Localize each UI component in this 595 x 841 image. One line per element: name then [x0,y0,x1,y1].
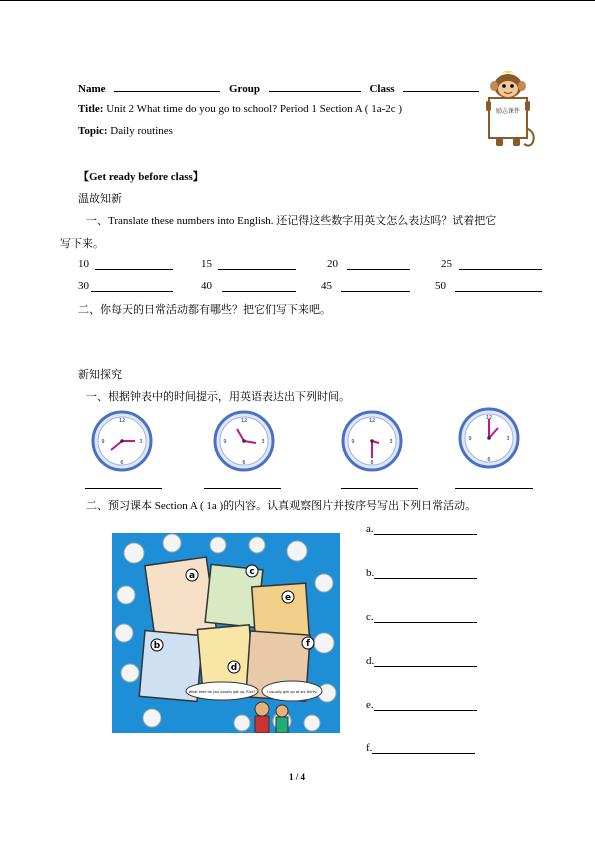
activity-answer-line[interactable] [374,533,477,535]
student-info-row [78,81,479,95]
svg-text:3: 3 [389,439,393,445]
number-item [321,280,332,292]
svg-text:6: 6 [370,460,374,466]
number-item [201,280,212,292]
activity-answer-e [366,699,374,711]
new-knowledge-heading: 新知探究 [78,369,122,381]
number-answer-line[interactable] [341,290,410,292]
number-item [441,258,452,270]
new-question-1: 一、根据钟表中的时间提示，用英语表达出下列时间。 [86,391,350,403]
number-answer-line[interactable] [222,290,296,292]
monkey-mascot-icon [478,68,538,152]
panel-letter-e: e [284,593,292,603]
svg-text:12: 12 [485,415,493,421]
number-item [435,280,446,292]
svg-text:6: 6 [120,460,124,466]
answer-label: c. [366,611,374,623]
class-label: Class [369,83,395,95]
new-question-2: 二、预习课本 Section A ( 1a )的内容。认真观察图片并按序号写出下列日常活动。 [86,500,477,512]
number-answer-line[interactable] [95,268,173,270]
review-question-1-cont: 写下来。 [60,238,104,250]
activity-answer-line[interactable] [374,709,477,711]
svg-text:3: 3 [139,439,143,445]
mascot-sign-text: 励志课件 [495,108,521,115]
title-label: Title: [78,103,104,115]
clock-icon [91,410,153,472]
clock-icon [458,407,520,469]
panel-letter-a: a [188,571,196,581]
svg-text:12: 12 [368,418,376,424]
answer-label: b. [366,567,375,579]
activity-answer-line[interactable] [372,752,475,754]
number-label: 25 [441,258,452,270]
panel-letter-f: f [306,639,310,649]
review-heading: 温故知新 [78,192,122,205]
number-item [327,258,338,270]
svg-text:3: 3 [261,439,265,445]
topic-text: Daily routines [110,125,173,137]
clock-icon [213,410,275,472]
answer-label: d. [366,655,375,667]
number-answer-line[interactable] [218,268,296,270]
number-item [201,258,212,270]
title-text: Unit 2 What time do you go to school? Period 1 Section A ( 1a-2c ) [106,103,403,115]
number-label: 45 [321,280,332,292]
get-ready-heading: 【Get ready before class】 [78,171,204,183]
topic-row [78,125,173,137]
panel-letter-c: c [249,567,255,577]
review-question-1: 一、Translate these numbers into English. 还记得这些数字用英文怎么表达吗？试着把它 [86,215,497,227]
number-label: 30 [78,280,89,292]
speech-bubble-right: I usually get up at six thirty. [266,690,318,694]
panel-letter-d: d [230,663,238,673]
activity-answer-line[interactable] [374,577,477,579]
number-answer-line[interactable] [347,268,410,270]
speech-bubble-left: What time do you usually get up, Rick? [188,690,256,694]
answer-label: f. [366,742,373,754]
activity-answer-b [366,567,374,579]
clock-answer-line[interactable] [455,487,533,489]
activity-answer-a [366,523,374,535]
daily-routine-picture [112,533,340,733]
name-label: Name [78,83,106,95]
answer-label: e. [366,699,374,711]
daily-routine-illustration [112,533,340,733]
number-answer-line[interactable] [455,290,542,292]
number-item [78,280,89,292]
svg-text:3: 3 [506,436,510,442]
clock-icon [341,410,403,472]
group-label: Group [229,83,260,95]
svg-text:12: 12 [240,418,248,424]
clock-answer-line[interactable] [85,487,162,489]
clock-answer-line[interactable] [204,487,281,489]
answer-label: a. [366,523,374,535]
panel-letter-b: b [153,641,161,651]
activity-answer-line[interactable] [374,621,477,623]
svg-text:6: 6 [242,460,246,466]
number-label: 50 [435,280,446,292]
title-row [78,103,402,115]
activity-answer-line[interactable] [374,665,477,667]
svg-text:9: 9 [351,439,355,445]
top-border [0,0,595,1]
number-answer-line[interactable] [91,290,173,292]
page-number: 1 / 4 [289,772,306,782]
svg-text:9: 9 [101,439,105,445]
svg-text:12: 12 [118,418,126,424]
review-question-2: 二、你每天的日常活动都有哪些？把它们写下来吧。 [78,304,331,316]
group-field[interactable] [269,81,361,92]
topic-label: Topic: [78,125,108,137]
number-label: 10 [78,258,89,270]
number-label: 15 [201,258,212,270]
number-label: 40 [201,280,212,292]
svg-text:9: 9 [223,439,227,445]
class-field[interactable] [403,81,479,92]
number-answer-line[interactable] [459,268,542,270]
number-label: 20 [327,258,338,270]
svg-text:9: 9 [468,436,472,442]
activity-answer-d [366,655,374,667]
svg-text:6: 6 [487,457,491,463]
name-field[interactable] [114,81,220,92]
clock-answer-line[interactable] [341,487,418,489]
activity-answer-c [366,611,374,623]
number-item [78,258,89,270]
